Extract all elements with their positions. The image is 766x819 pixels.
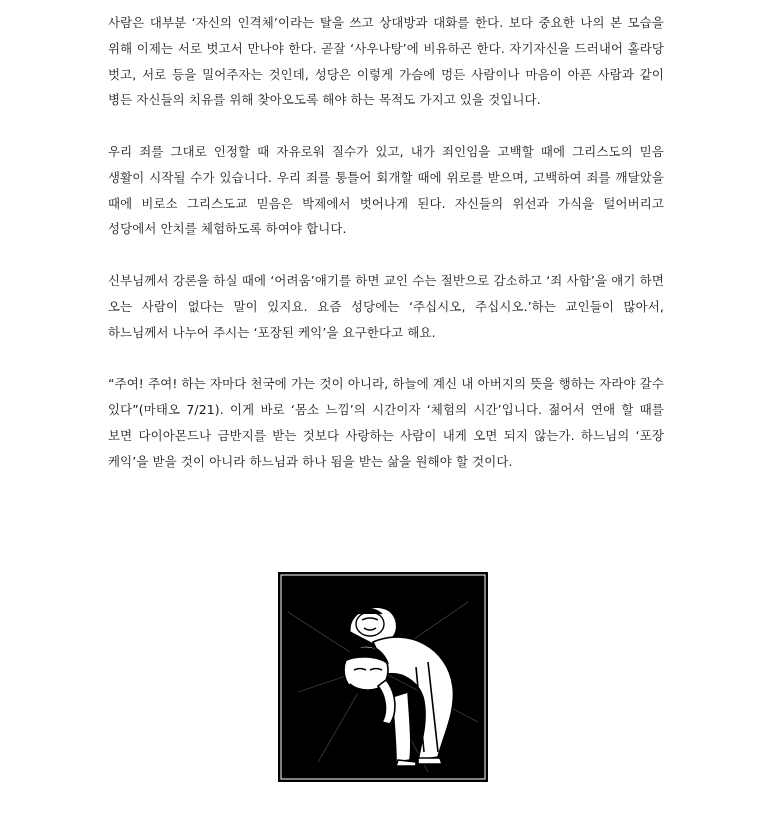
document-body [108, 10, 664, 500]
illustration-icon [278, 572, 488, 782]
paragraph-3: 신부님께서 강론을 하실 때에 ‘어려움’얘기를 하면 교인 수는 절반으로 감소하고 ‘죄 사함’을 얘기 하면 오는 사람이 없다는 말이 있지요. 요즘 성당에는 ‘주십시오, 주십시오.’하는 교인들이 많아서, 하느님께서 나누어 주시는 ‘포장된 케익’을 요구한다고 해요. [108, 272, 664, 340]
paragraph-2: 우리 죄를 그대로 인정할 때 자유로워 질수가 있고, 내가 죄인임을 고백할 때에 그리스도의 믿음 생활이 시작될 수가 있습니다. 우리 죄를 통틀어 회개할 때에 위로를 받으며, 고백하여 죄를 깨달았을 때에 비로소 그리스도교 믿음은 박제에서 벗어나게 된다. 자신들의 위선과 가식을 털어버리고 성당에서 안치를 체험하도록 하여야 합니다. [108, 143, 664, 237]
praying-figures-illustration [278, 572, 488, 782]
paragraph-1: 사람은 대부분 ‘자신의 인격체’이라는 탈을 쓰고 상대방과 대화를 한다. 보다 중요한 나의 본 모습을 위해 이제는 서로 벗고서 만나야 한다. 곧잘 ‘사우나탕’에 비유하곤 한다. 자기자신을 드러내어 홀라당 벗고, 서로 등을 밀어주자는 것인데, 성당은 이렇게 가슴에 멍든 사람이나 마음이 아픈 사람과 같이 병든 자신들의 치유를 위해 찾아오도록 해야 하는 목적도 가지고 있을 것입니다. [108, 15, 664, 108]
paragraph-4: “주여! 주여! 하는 자마다 천국에 가는 것이 아니라, 하늘에 계신 내 아버지의 뜻을 행하는 자라야 갈수 있다”(마태오 7/21). 이게 바로 ‘몸소 느낌’의 시간이자 ‘체험의 시간’입니다. 젊어서 연애 할 때를 보면 다이아몬드나 금반지를 받는 것보다 사랑하는 사람이 내게 오면 되지 않는가. 하느님의 ‘포장 케익’을 받을 것이 아니라 하느님과 하나 됨을 받는 삶을 원해야 할 것이다. [108, 376, 664, 469]
